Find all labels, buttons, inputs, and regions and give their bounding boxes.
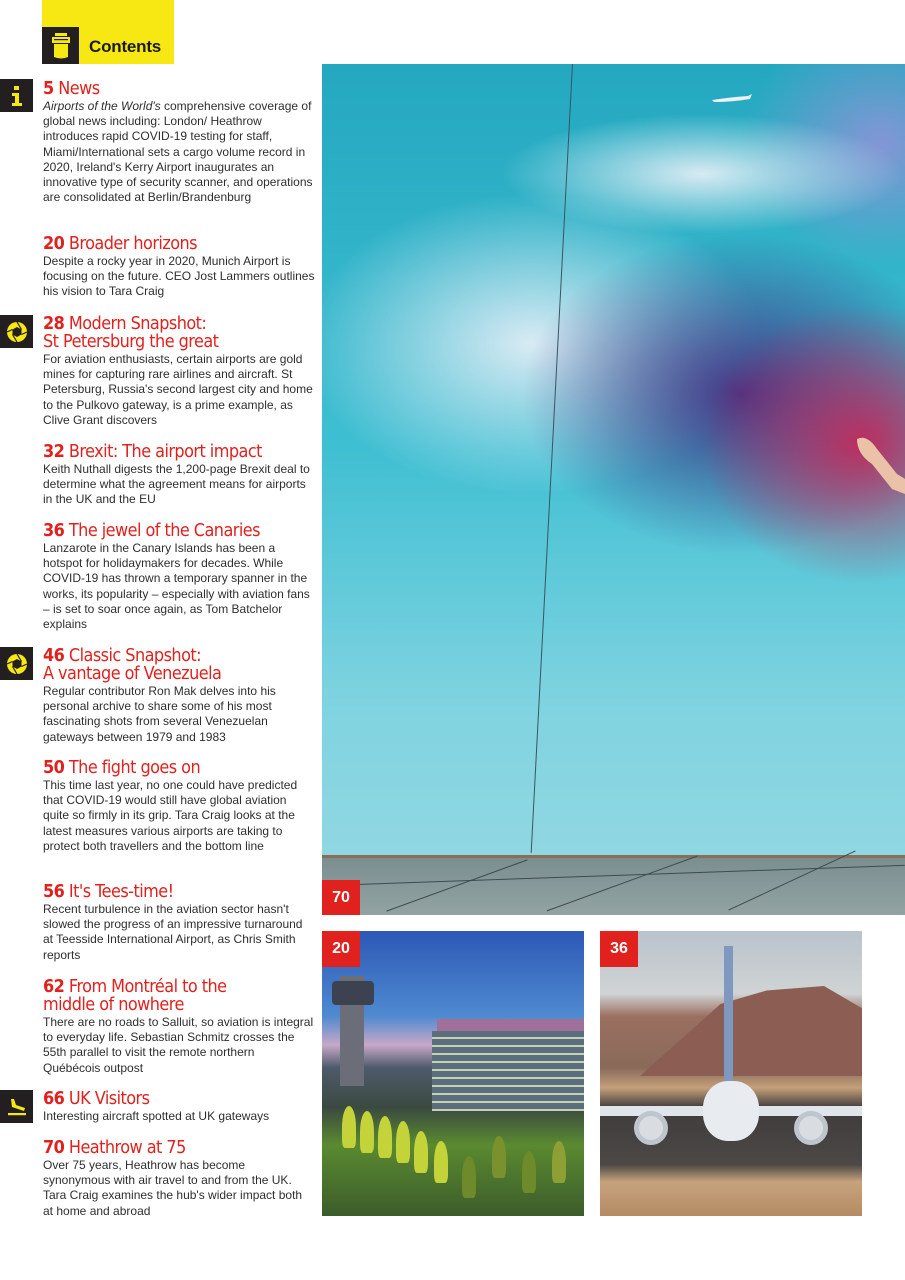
entry-title-line2: St Petersburg the great [43,332,219,352]
camera-aperture-icon [0,647,33,680]
toc-entry-tees-time[interactable] [43,883,315,963]
info-icon [0,79,33,112]
entry-description: Recent turbulence in the aviation sector hasn't slowed the progress of an impressive turnaround at Teesside International Airport, as Chris Smith reports [43,902,303,962]
toc-entry-news[interactable] [43,80,315,205]
entry-title[interactable]: 20 Broader horizons [43,234,198,254]
entry-title[interactable]: 50 The fight goes on [43,758,201,778]
entry-title[interactable]: 66 UK Visitors [43,1089,150,1109]
munich-airport-photo[interactable] [322,931,584,1216]
entry-title[interactable]: 32 Brexit: The airport impact [43,442,262,462]
entry-description: Interesting aircraft spotted at UK gateways [43,1109,270,1123]
terminal-building [432,1031,584,1111]
entry-description: Over 75 years, Heathrow has become synonymous with air travel to and from the UK. Tara Craig examines the hub's wider impact both at home and abroad [43,1158,303,1218]
entry-title[interactable]: 70 Heathrow at 75 [43,1138,186,1158]
entry-title[interactable]: 5 News [43,79,100,99]
entry-title-line2: A vantage of Venezuela [43,664,222,684]
entry-description: Keith Nuthall digests the 1,200-page Brexit deal to determine what the agreement means for airports in the UK and the EU [43,462,310,507]
lanzarote-aircraft-photo[interactable] [600,931,862,1216]
entry-description: Lanzarote in the Canary Islands has been a hotspot for holidaymakers for decades. While COVID-19 has thrown a temporary spanner in the works, its popularity – especially with aviation fans – is set to soar once again, as Tom Batchelor explains [43,541,310,632]
entry-title-line2: middle of nowhere [43,995,184,1015]
hand-figure [852,434,905,494]
toc-entry-modern-snapshot[interactable] [43,315,315,428]
page-title: Contents [89,37,162,56]
page-badge: 36 [600,931,638,967]
entry-title[interactable]: 56 It's Tees-time! [43,882,174,902]
wing-mural-photo[interactable] [322,64,905,915]
entry-description: There are no roads to Salluit, so aviation is integral to everyday life. Sebastian Schmitz crosses the 55th parallel to visit the remote northern Québécois outpost [43,1015,314,1075]
camera-aperture-icon [0,315,33,348]
entry-description: This time last year, no one could have predicted that COVID-19 would still have global aviation quite so firmly in its grip. Tara Craig looks at the latest measures various airports are taking to protect both travellers and the bottom line [43,778,298,853]
toc-entry-montreal[interactable] [43,978,315,1076]
toc-entry-uk-visitors[interactable] [43,1090,315,1124]
airliner [703,1081,759,1141]
volcano-mountain [640,986,862,1076]
entry-description: For aviation enthusiasts, certain airports are gold mines for capturing rare airlines and aircraft. St Petersburg, Russia's second largest city and home to the Pulkovo gateway, is a prime example, as Clive Grant discovers [43,352,313,427]
page-badge: 70 [322,880,360,915]
toc-entry-broader-horizons[interactable] [43,235,315,300]
toc-entry-brexit[interactable] [43,443,315,508]
toc-entry-heathrow-75[interactable] [43,1139,315,1219]
entry-title[interactable]: 28 Modern Snapshot: [43,314,207,334]
control-tower-icon [42,27,79,64]
entry-description: Regular contributor Ron Mak delves into his personal archive to share some of his most fascinating shots from several Venezuelan gateways between 1979 and 1983 [43,684,276,744]
tiled-floor [322,855,905,915]
toc-entry-fight-goes-on[interactable] [43,759,315,854]
airplane-in-mural [712,94,752,104]
entry-title[interactable]: 46 Classic Snapshot: [43,646,202,666]
toc-entry-classic-snapshot[interactable] [43,647,315,745]
page-badge: 20 [322,931,360,967]
entry-description: Despite a rocky year in 2020, Munich Airport is focusing on the future. CEO Jost Lammers outlines his vision to Tara Craig [43,254,315,299]
toc-entry-canaries[interactable] [43,522,315,632]
entry-description: Airports of the World's comprehensive coverage of global news including: London/ Heathrow introduces rapid COVID-19 testing for staff, Miami/International sets a cargo volume record in 2020, Ireland's Kerry Airport inaugurates an innovative type of security scanner, and operations are consolidated at Berlin/Brandenburg [43,99,313,205]
entry-title[interactable]: 62 From Montréal to the [43,977,227,997]
wall-seam [531,64,573,853]
plane-landing-icon [0,1090,33,1123]
entry-title[interactable]: 36 The jewel of the Canaries [43,521,260,541]
